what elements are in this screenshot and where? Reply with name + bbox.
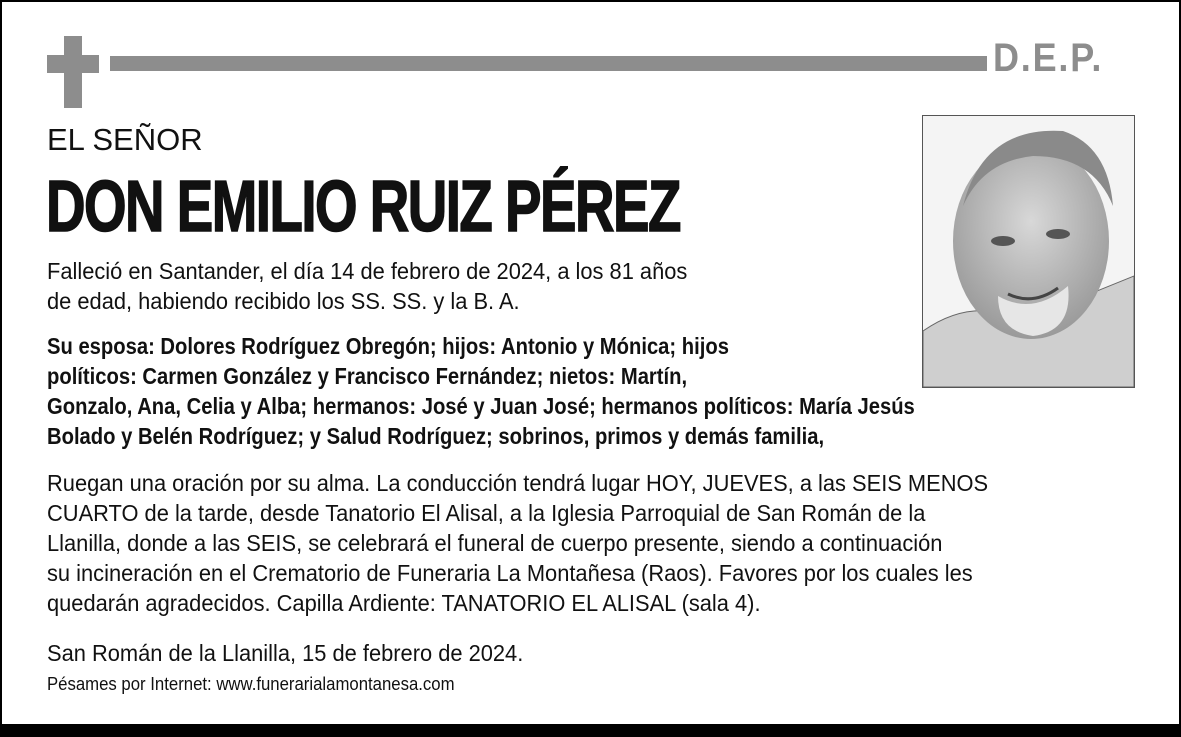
title-prefix: EL SEÑOR bbox=[47, 122, 203, 157]
portrait-photo bbox=[922, 115, 1135, 388]
cross-icon-bar bbox=[47, 55, 99, 73]
family-line: Bolado y Belén Rodríguez; y Salud Rodríguez; sobrinos, primos y demás familia, bbox=[47, 423, 825, 449]
notice-line: su incineración en el Crematorio de Funeraria La Montañesa (Raos). Favores por los cuales les bbox=[47, 560, 973, 586]
intro-line: Falleció en Santander, el día 14 de febrero de 2024, a los 81 años bbox=[47, 258, 688, 284]
notice-line: Ruegan una oración por su alma. La conducción tendrá lugar HOY, JUEVES, a las SEIS MENOS bbox=[47, 470, 989, 496]
deceased-name: DON EMILIO RUIZ PÉREZ bbox=[46, 167, 680, 247]
condolences-link: Pésames por Internet: www.funerarialamontanesa.com bbox=[47, 674, 455, 694]
family-line: Gonzalo, Ana, Celia y Alba; hermanos: José y Juan José; hermanos políticos: María Jesús bbox=[47, 393, 915, 419]
dep-label: D.E.P. bbox=[993, 36, 1104, 80]
notice-line: CUARTO de la tarde, desde Tanatorio El Alisal, a la Iglesia Parroquial de San Román de la bbox=[47, 500, 926, 526]
place-date: San Román de la Llanilla, 15 de febrero de 2024. bbox=[47, 640, 524, 666]
notice-line: Llanilla, donde a las SEIS, se celebrará el funeral de cuerpo presente, siendo a continuación bbox=[47, 530, 943, 556]
bottom-rule bbox=[0, 724, 1181, 737]
header-rule bbox=[110, 56, 987, 71]
intro-line: de edad, habiendo recibido los SS. SS. y la B. A. bbox=[47, 288, 520, 314]
family-line: políticos: Carmen González y Francisco Fernández; nietos: Martín, bbox=[47, 363, 688, 389]
family-line: Su esposa: Dolores Rodríguez Obregón; hijos: Antonio y Mónica; hijos bbox=[47, 333, 729, 359]
notice-line: quedarán agradecidos. Capilla Ardiente: TANATORIO EL ALISAL (sala 4). bbox=[47, 590, 761, 616]
